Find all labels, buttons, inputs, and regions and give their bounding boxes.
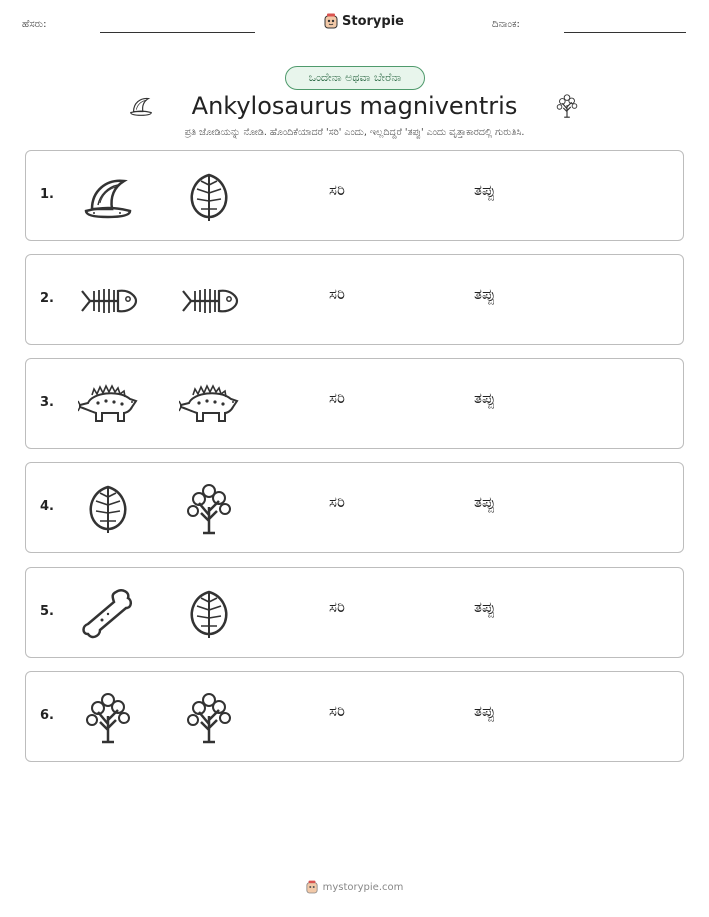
fossil-claw-icon — [78, 169, 138, 225]
question-row-3 — [25, 358, 684, 449]
brand-name: Storypie — [342, 13, 404, 29]
tree-icon — [179, 481, 239, 537]
question-row-4 — [25, 462, 684, 553]
tree-icon — [78, 690, 138, 746]
question-row-1 — [25, 150, 684, 241]
option-true[interactable]: ಸರಿ — [329, 598, 345, 616]
option-false[interactable]: ತಪ್ಪು — [474, 181, 496, 199]
storypie-mascot-icon — [306, 880, 318, 894]
ankylosaurus-icon — [179, 377, 239, 433]
option-true[interactable]: ಸರಿ — [329, 389, 345, 407]
date-label: ದಿನಾಂಕ: — [492, 19, 520, 30]
option-false[interactable]: ತಪ್ಪು — [474, 285, 496, 303]
option-false[interactable]: ತಪ್ಪು — [474, 702, 496, 720]
row-number: 5. — [40, 604, 54, 619]
option-true[interactable]: ಸರಿ — [329, 181, 345, 199]
fish-skeleton-icon — [179, 273, 239, 329]
leaf-icon — [179, 169, 239, 225]
date-field[interactable] — [564, 32, 686, 33]
leaf-icon — [78, 481, 138, 537]
instructions-text: ಪ್ರತಿ ಜೋಡಿಯನ್ನು ನೋಡಿ. ಹೊಂದಿಕೆಯಾದರೆ 'ಸರಿ' ಎಂದು, ಇಲ್ಲದಿದ್ದರೆ 'ತಪ್ಪು' ಎಂದು ವೃತ್ತಾಕಾರದಲ್ಲಿ ಗುರುತಿಸಿ. — [184, 127, 525, 138]
option-true[interactable]: ಸರಿ — [329, 285, 345, 303]
ankylosaurus-icon — [78, 377, 138, 433]
row-number: 1. — [40, 187, 54, 202]
tree-icon — [553, 92, 581, 124]
bone-icon — [78, 586, 138, 642]
row-number: 3. — [40, 395, 54, 410]
activity-type-badge: ಒಂದೇನಾ ಅಥವಾ ಬೇರೆನಾ — [285, 66, 425, 90]
question-row-6 — [25, 671, 684, 762]
question-row-2 — [25, 254, 684, 345]
name-label: ಹೆಸರು: — [22, 19, 47, 30]
row-number: 2. — [40, 291, 54, 306]
option-false[interactable]: ತಪ್ಪು — [474, 598, 496, 616]
option-false[interactable]: ತಪ್ಪು — [474, 389, 496, 407]
row-number: 4. — [40, 499, 54, 514]
footer — [0, 880, 709, 894]
tree-icon — [179, 690, 239, 746]
fish-skeleton-icon — [78, 273, 138, 329]
brand-logo — [324, 13, 404, 29]
storypie-mascot-icon — [324, 13, 338, 29]
option-true[interactable]: ಸರಿ — [329, 493, 345, 511]
worksheet-header — [0, 0, 709, 46]
name-field[interactable] — [100, 32, 255, 33]
option-false[interactable]: ತಪ್ಪು — [474, 493, 496, 511]
option-true[interactable]: ಸರಿ — [329, 702, 345, 720]
question-row-5 — [25, 567, 684, 658]
page-title: Ankylosaurus magniventris — [191, 92, 518, 120]
leaf-icon — [179, 586, 239, 642]
row-number: 6. — [40, 708, 54, 723]
footer-url[interactable]: mystorypie.com — [322, 881, 404, 893]
